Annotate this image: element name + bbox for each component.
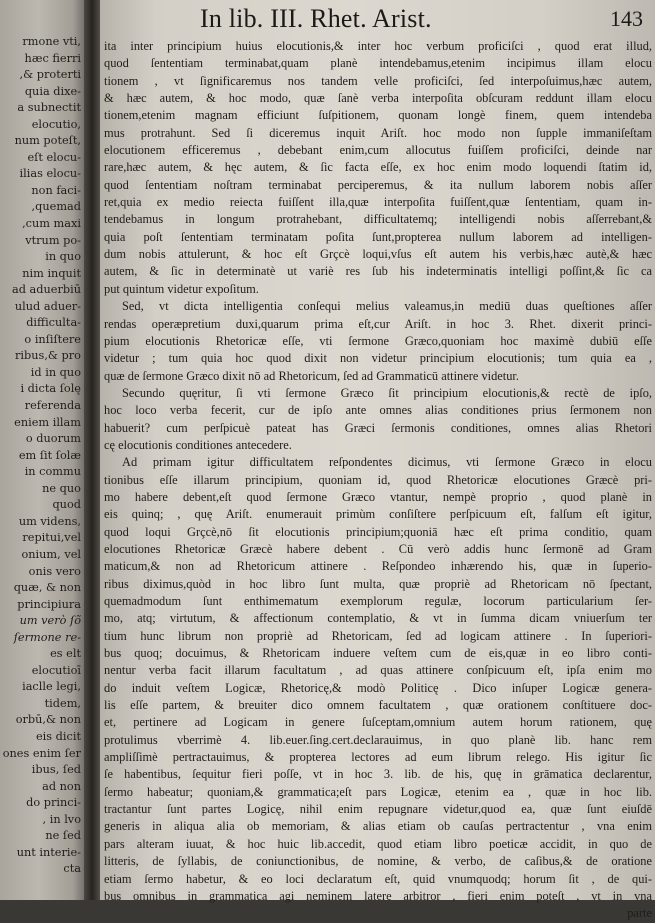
left-margin-line: a subnectit (17, 101, 81, 115)
text-line: quia poſt ſententiam terminatam poſita ſunt,propterea nullum laborem ad intelligen- (104, 229, 652, 244)
left-margin-line: do princi- (26, 796, 81, 810)
left-margin-line: ne ſed (45, 829, 81, 843)
text-line: videtur ; tum quia hoc quod dixit non videtur principium elocutionis; tum quia ea , (104, 351, 652, 366)
text-line: hoc loco verba fecerit, cur de ipſo ante omnes alias conditiones prius ſermonem non (104, 403, 652, 418)
left-margin-line: tidem, (44, 696, 81, 710)
text-line: maticum,& non ad Rhetoricum attinere . Reſpondeo inhærendo his, quæ in ſuperio- (104, 559, 652, 574)
text-line: habuerit? cum perſpicuè pateat has Græci ſermonis conditiones, omnes alias Rhetori (104, 420, 652, 435)
left-margin-line: onis vero (28, 564, 81, 578)
text-line: ita inter principium huius elocutionis,& inter hoc verbum proficiſci , quod erat illud, (104, 39, 652, 53)
left-margin-line: principiura (17, 597, 81, 611)
text-line: eis quinq; , quę Ariſt. enumerauit primùm conſiſtere perſpicuum eſt, falſum eſt igitur, (104, 507, 652, 522)
left-margin-line: ulud aduer- (14, 299, 81, 313)
text-line: ret,quia ex medio reiecta fuiſſent illa,quæ interpoſita fuiſſent,quæ ſententiam, quam in- (104, 195, 652, 210)
left-margin-line: um verò ſõ (19, 614, 81, 628)
left-margin-line: unt interie- (16, 845, 81, 859)
left-margin-line: ,cum maxi (22, 217, 81, 231)
text-line: Ad primam igitur difficultatem reſpondentes dicimus, vti ſermone Græco in elocu (122, 455, 652, 470)
left-margin-line: nim inquit (22, 266, 81, 280)
left-margin-line: referenda (24, 399, 81, 413)
body-text (104, 38, 652, 923)
left-margin-line: ſermone re- (13, 630, 81, 644)
text-line: elocutionem efficeremus , debebant enim,cum allocutus fuiſſem proficiſci, deinde nar (104, 143, 652, 158)
left-margin-line: difficulta- (26, 316, 81, 330)
left-margin-line: hæc fierri (24, 51, 81, 65)
left-margin-line: i dicta ſolę (20, 382, 81, 396)
left-margin-line: elocutioī (31, 663, 81, 677)
text-line: quod ſententiam terminabat,quam planè intendebamus,etenim incipimus illam elocu (104, 56, 652, 71)
text-line: Secundo quęritur, ſi vti ſermone Græco ſit principium elocutionis,& rectè de ipſo, (122, 385, 652, 400)
left-margin-line: rmone vti, (22, 35, 81, 48)
paragraph (104, 298, 652, 385)
text-line: bus quoq; docuimus, & Rhetoricam induere veſtem cum de eis,quæ in eo libro conti- (104, 646, 652, 661)
paragraph (104, 454, 652, 905)
text-line: etiam ſermo habetur, & eo loci declaratum eſt, quid vnumquodq; horum ſit , de qui- (104, 871, 652, 886)
text-line: ampliſſimè pertractauimus, & propterea lectores ad eum librum relego. His igitur ſic (104, 750, 652, 765)
left-margin-line: elocutio, (31, 117, 81, 131)
text-line: rendas operæpretium duxi,quarum prima eſt,cur Ariſt. in hoc 3. Rhet. dixerit princi- (104, 316, 652, 331)
text-line: tionibus eſſe illarum principium, quoniam id, quod Rhetoricæ elocutiones Græcè pri- (104, 472, 652, 487)
page-number: 143 (610, 6, 643, 31)
text-line: quod loqui Grçcè,nō ſit elocutionis principium;quoniā hæc eſt prima conditio, quam (104, 524, 652, 539)
left-margin-line: onium, vel (21, 547, 81, 561)
left-margin-line: ibus, ſed (31, 763, 81, 777)
text-line: quemadmodum ſunt enthimematum exemplorum regulæ, locorum particularium ſer- (104, 594, 652, 608)
text-line: generis in aliqua alia ob memoriam, & alias etiam ob cauſas pertractentur , vna enim (104, 819, 652, 834)
left-margin-line: um videns, (18, 514, 81, 528)
left-margin-line: ribus,& pro (15, 349, 81, 363)
left-margin-line: eis dicit (35, 729, 81, 743)
left-margin-line: quæ, & non (13, 581, 81, 595)
text-line: tionem , vt ſignificaremus nos tandem velle proficiſci, ſed interpoſuimus,hæc autem, (104, 73, 652, 88)
left-margin-line: iaclle legi, (22, 680, 81, 694)
left-margin-line: ad aduerbiū (11, 283, 81, 297)
left-margin-line: quod (52, 498, 81, 512)
left-facing-page (0, 0, 86, 900)
text-line: bus omnibus in grammatica agi neminem latere arbitror , fieri enim poteſt , vt in vna (104, 888, 652, 903)
left-margin-line: o duorum (25, 432, 81, 446)
left-margin-text (0, 34, 81, 878)
text-line: & hæc autem, & hoc modo, quæ ſanè verba interpoſita obſcuram reddunt illam elocu (104, 91, 652, 106)
left-margin-line: non faci- (31, 183, 81, 197)
text-line: tionem,etenim magnam efficiunt ſuſpitionem, quonam longè finem, quem intendeba (104, 108, 652, 123)
text-line: mus protrahunt. Sed ſi diceremus inquit Ariſt. hoc modo non ſupple immaniſeſtam (104, 125, 652, 140)
left-margin-line: , in lvo (42, 812, 81, 826)
left-margin-line: repitui,vel (22, 531, 81, 545)
left-margin-line: ne quo (42, 481, 81, 495)
paragraph (104, 38, 652, 298)
text-line: litteris, de ſyllabis, de coniunctionibus, de nomine, & verbo, de caſibus,& de oratione (104, 854, 652, 869)
running-title: In lib. III. Rhet. Arist. (200, 4, 432, 33)
left-margin-line: o inſiſtere (24, 332, 81, 346)
left-margin-line: id in quo (30, 365, 81, 379)
left-margin-line: em ſit ſolæ (18, 448, 81, 462)
text-line: do induit veſtem Logicæ, Rhetoricę,& modò Politicę . Dico inſuper Logicæ genera- (104, 680, 652, 695)
text-line: cę elocutionis conditiones antecedere. (104, 437, 292, 452)
left-margin-line: vtrum po- (25, 233, 81, 247)
text-line: protulimus vberrimè 4. lib.euer.ſing.cert.declarauimus, in quo planè lib. hanc rem (104, 732, 652, 747)
text-line: ribus diximus,quòd in hoc libro ſunt multa, quæ propriè ad Rhetoricam nō ſpectant, (104, 576, 652, 591)
text-line: Sed, vt dicta intelligentia conſequi melius valeamus,in mediū duas queſtiones aſſer (122, 299, 652, 314)
text-line: put quintum videtur expoſitum. (104, 281, 259, 296)
left-margin-line: es elt (50, 647, 81, 661)
catchword: parte (627, 906, 652, 921)
text-line: rare,hæc autem, & hęc autem, & ſic facta eſſe, ex hoc enim modo loquendi ſtatim id, (104, 160, 652, 175)
left-margin-line: cta (63, 862, 81, 876)
left-margin-line: ones enim ſer (2, 746, 81, 760)
left-margin-line: in quo (45, 250, 81, 264)
page-header (100, 4, 655, 34)
text-line: tium hunc librum non propriè ad Rhetoricam, ſed ad logicam attinere . In ſuperiori- (104, 628, 652, 643)
text-line: ſe habentibus, ſequitur fieri poſſe, vt in hoc 3. lib. de his, quę in grāmatica declarentur, (104, 767, 652, 782)
left-margin-line: eniem illam (14, 415, 81, 429)
left-margin-line: num poteſt, (14, 134, 81, 148)
text-line: pars alteram iuuat, & hoc huic lib.accedit, quod etiam libro poeticæ accidit, in quo de (104, 836, 652, 851)
text-line: pium elocutionis Rhetoricæ eſſe, vti ſermone Græco,quoniam hoc maximè dubiū eſſe (104, 333, 652, 348)
text-line: nentur verba facit illarum facultatum , ad quas attinere conſpicuum eſt, ipſa enim mo (104, 663, 652, 678)
text-line: et, pertinere ad Logicam in genere ſuſceptam,omnium autem horum rationem, quę (104, 715, 652, 730)
left-margin-line: ,& proterti (19, 68, 81, 82)
text-line: lis eſſe partem, & breuiter dico omnem facultatem , quæ orationem conſtituere doc- (104, 698, 652, 713)
text-line: tractantur ſunt partes Logicę, nihil enim repugnare videtur,quod ea, quæ ſunt eiuſdē (104, 802, 652, 817)
left-margin-line: orbū,& non (15, 713, 81, 727)
text-line: elocutiones Rhetoricæ Græcè habere debent . Cū verò addis hunc ſermonē ad Gram (104, 541, 652, 556)
text-line: dum nobis attulerunt, & hoc eſt Grçcè loqui,vſus eſt autem his verbis,hæc autè,& hæc (104, 247, 652, 262)
text-line: autem, & ſic in determinatè ut variè res ſub his indeterminatis intelligi poſſint,& ſic ca (104, 264, 652, 279)
left-margin-line: ad non (42, 779, 81, 793)
text-line: tendebamus in longum protrahebant, difficultatemq; intelligendi nobis aſſerrebant,& (104, 212, 652, 227)
text-line: quod ſententiam noſtram terminabat perciperemus, & ita nullum laborem nobis aſſer (104, 177, 652, 192)
right-page (100, 0, 655, 921)
left-margin-line: in commu (24, 465, 81, 479)
left-margin-line: ,quemad (31, 200, 81, 214)
text-line: mo, atq; virtutum, & affectionum contemplatio, & vt in ſumma dicam vniuerſum ter (104, 611, 652, 626)
paragraph (104, 385, 652, 454)
text-line: mo habere debent,eſt quod ſermone Græco vtantur, nempè proprio , quod planè in (104, 489, 652, 504)
left-margin-line: ilias elocu- (19, 167, 81, 181)
left-margin-line: eſt elocu- (27, 150, 81, 164)
text-line: quæ de ſermone Græco dixit nō ad Rhetoricum, ſed ad Grammaticū attinere videtur. (104, 368, 519, 383)
text-line: ſermo habeatur; quoniam,& grammatica;eſt pars Logicæ, etenim ea , quæ in hoc lib. (104, 784, 652, 799)
left-margin-line: quia dixe- (24, 84, 81, 98)
